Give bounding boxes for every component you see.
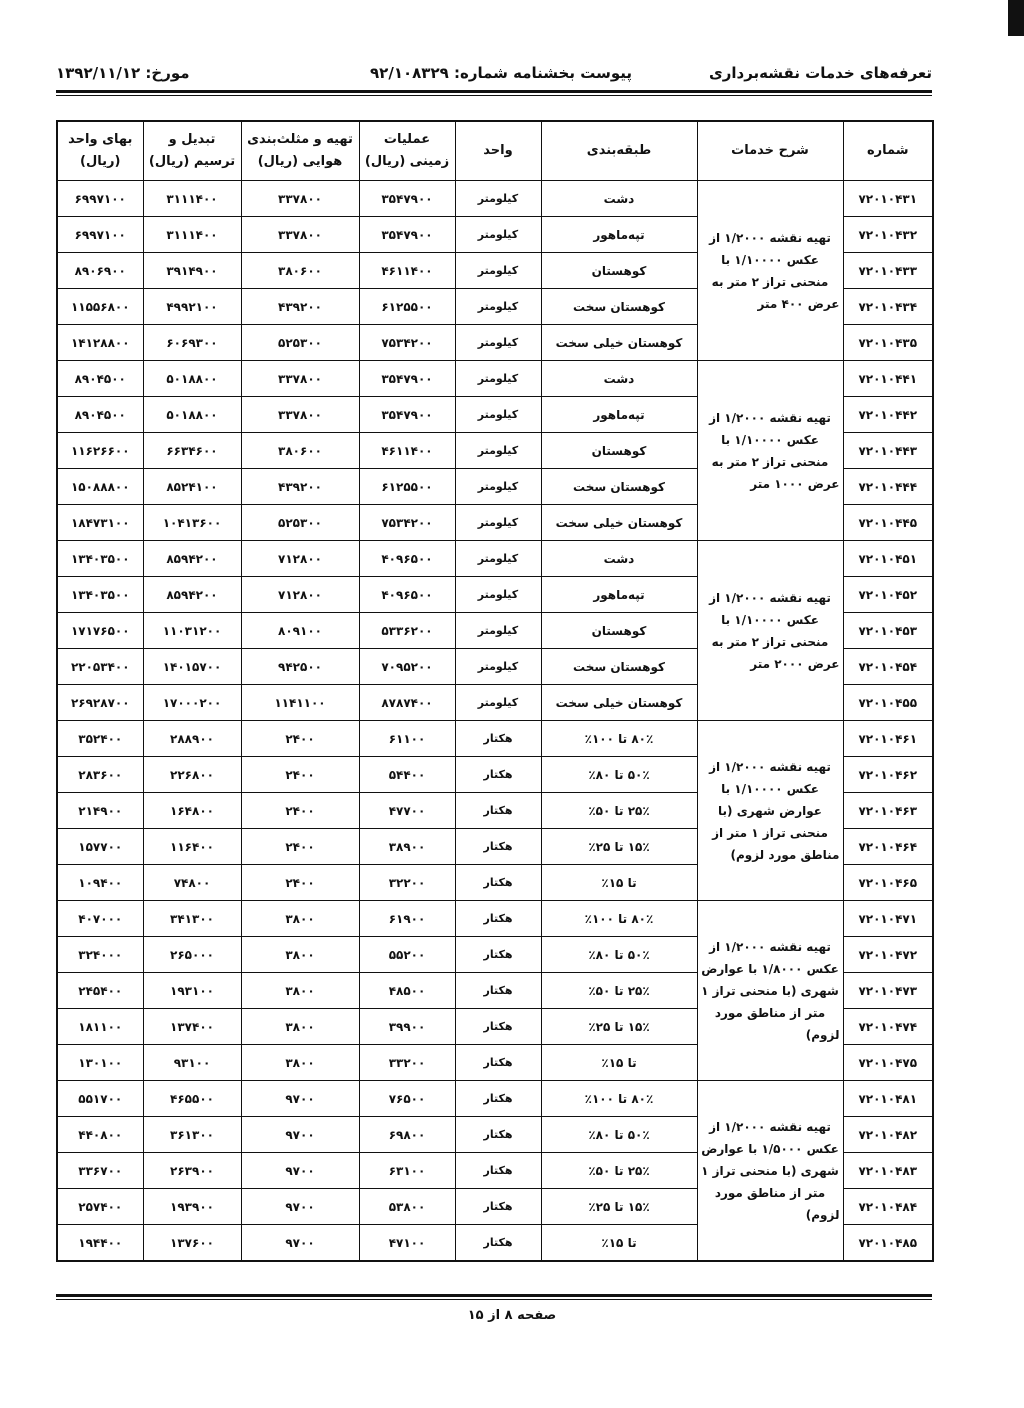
unit-cell: کیلومتر: [455, 541, 541, 577]
classification-cell: ۱۵٪ تا ۲۵٪: [541, 1009, 697, 1045]
unit-price-cell: ۸۹۰۴۵۰۰: [57, 361, 143, 397]
code-cell: ۷۲۰۱۰۴۵۱: [843, 541, 933, 577]
ground-ops-cell: ۳۸۹۰۰: [359, 829, 455, 865]
classification-cell: ۲۵٪ تا ۵۰٪: [541, 973, 697, 1009]
drawing-cell: ۸۵۹۴۲۰۰: [143, 541, 241, 577]
ground-ops-cell: ۶۱۹۰۰: [359, 901, 455, 937]
description-cell: تهیه نقشه ۱/۲۰۰۰ از عکس ۱/۵۰۰۰ با عوارض شهری (با منحنی تراز ۱ متر از مناطق مورد لزوم): [697, 1081, 843, 1262]
code-cell: ۷۲۰۱۰۴۶۱: [843, 721, 933, 757]
drawing-cell: ۳۱۱۱۴۰۰: [143, 181, 241, 217]
classification-cell: ۵۰٪ تا ۸۰٪: [541, 937, 697, 973]
document-title: تعرفه‌های خدمات نقشه‌برداری: [708, 64, 932, 82]
unit-cell: هکتار: [455, 793, 541, 829]
aerial-cell: ۷۱۲۸۰۰: [241, 541, 359, 577]
aerial-cell: ۳۸۰۰: [241, 901, 359, 937]
classification-cell: ۸۰٪ تا ۱۰۰٪: [541, 901, 697, 937]
aerial-cell: ۹۴۲۵۰۰: [241, 649, 359, 685]
classification-cell: تا ۱۵٪: [541, 865, 697, 901]
document-date: مورخ: ۱۳۹۲/۱۱/۱۲: [56, 64, 190, 82]
aerial-cell: ۳۳۷۸۰۰: [241, 217, 359, 253]
ground-ops-cell: ۴۰۹۶۵۰۰: [359, 577, 455, 613]
header-rule: [56, 90, 932, 93]
aerial-cell: ۲۴۰۰: [241, 793, 359, 829]
aerial-cell: ۲۴۰۰: [241, 865, 359, 901]
ground-ops-cell: ۵۳۳۶۲۰۰: [359, 613, 455, 649]
drawing-cell: ۳۴۱۳۰۰: [143, 901, 241, 937]
code-cell: ۷۲۰۱۰۴۳۵: [843, 325, 933, 361]
scan-corner-mark: [1008, 0, 1024, 36]
unit-price-cell: ۱۳۴۰۳۵۰۰: [57, 541, 143, 577]
aerial-cell: ۸۰۹۱۰۰: [241, 613, 359, 649]
unit-cell: هکتار: [455, 757, 541, 793]
unit-price-cell: ۲۵۷۴۰۰: [57, 1189, 143, 1225]
code-cell: ۷۲۰۱۰۴۸۵: [843, 1225, 933, 1262]
drawing-cell: ۱۱۶۴۰۰: [143, 829, 241, 865]
description-cell: تهیه نقشه ۱/۲۰۰۰ از عکس ۱/۱۰۰۰۰ با منحنی تراز ۲ متر به عرض ۱۰۰۰ متر: [697, 361, 843, 541]
unit-price-cell: ۱۰۹۴۰۰: [57, 865, 143, 901]
unit-price-cell: ۱۳۰۱۰۰: [57, 1045, 143, 1081]
aerial-cell: ۳۸۰۶۰۰: [241, 253, 359, 289]
ground-ops-cell: ۵۴۴۰۰: [359, 757, 455, 793]
ground-ops-cell: ۴۰۹۶۵۰۰: [359, 541, 455, 577]
code-cell: ۷۲۰۱۰۴۸۱: [843, 1081, 933, 1117]
description-cell: تهیه نقشه ۱/۲۰۰۰ از عکس ۱/۱۰۰۰۰ با منحنی تراز ۲ متر به عرض ۴۰۰ متر: [697, 181, 843, 361]
classification-cell: کوهستان: [541, 613, 697, 649]
drawing-cell: ۲۶۳۹۰۰: [143, 1153, 241, 1189]
drawing-cell: ۲۶۵۰۰۰: [143, 937, 241, 973]
classification-cell: کوهستان: [541, 433, 697, 469]
code-cell: ۷۲۰۱۰۴۸۴: [843, 1189, 933, 1225]
code-cell: ۷۲۰۱۰۴۶۲: [843, 757, 933, 793]
unit-price-cell: ۳۵۲۴۰۰: [57, 721, 143, 757]
aerial-cell: ۳۳۷۸۰۰: [241, 397, 359, 433]
footer-rule-thin: [56, 1299, 932, 1300]
unit-price-cell: ۱۷۱۷۶۵۰۰: [57, 613, 143, 649]
classification-cell: کوهستان سخت: [541, 649, 697, 685]
aerial-cell: ۹۷۰۰: [241, 1117, 359, 1153]
table-body: [57, 181, 933, 1262]
ground-ops-cell: ۳۵۴۷۹۰۰: [359, 217, 455, 253]
code-cell: ۷۲۰۱۰۴۳۲: [843, 217, 933, 253]
drawing-cell: ۱۷۰۰۰۲۰۰: [143, 685, 241, 721]
description-cell: تهیه نقشه ۱/۲۰۰۰ از عکس ۱/۸۰۰۰ با عوارض شهری (با منحنی تراز ۱ متر از مناطق مورد لزوم): [697, 901, 843, 1081]
ground-ops-cell: ۴۶۱۱۴۰۰: [359, 433, 455, 469]
unit-cell: کیلومتر: [455, 181, 541, 217]
aerial-cell: ۳۸۰۰: [241, 973, 359, 1009]
classification-cell: کوهستان: [541, 253, 697, 289]
aerial-cell: ۲۴۰۰: [241, 829, 359, 865]
classification-cell: ۸۰٪ تا ۱۰۰٪: [541, 1081, 697, 1117]
unit-price-cell: ۸۹۰۴۵۰۰: [57, 397, 143, 433]
aerial-cell: ۳۸۰۶۰۰: [241, 433, 359, 469]
code-cell: ۷۲۰۱۰۴۷۵: [843, 1045, 933, 1081]
table-row: [57, 721, 933, 757]
drawing-cell: ۱۴۰۱۵۷۰۰: [143, 649, 241, 685]
unit-cell: هکتار: [455, 1189, 541, 1225]
unit-price-cell: ۴۰۷۰۰۰: [57, 901, 143, 937]
ground-ops-cell: ۶۹۸۰۰: [359, 1117, 455, 1153]
unit-price-cell: ۱۱۶۲۶۶۰۰: [57, 433, 143, 469]
unit-price-cell: ۶۹۹۷۱۰۰: [57, 217, 143, 253]
unit-price-cell: ۳۳۶۷۰۰: [57, 1153, 143, 1189]
classification-cell: کوهستان سخت: [541, 469, 697, 505]
col-drawing: تبدیل و ترسیم (ریال): [143, 121, 241, 181]
classification-cell: دشت: [541, 541, 697, 577]
ground-ops-cell: ۴۷۷۰۰: [359, 793, 455, 829]
drawing-cell: ۱۹۳۱۰۰: [143, 973, 241, 1009]
table-row: [57, 361, 933, 397]
ground-ops-cell: ۳۳۲۰۰: [359, 1045, 455, 1081]
ground-ops-cell: ۳۲۲۰۰: [359, 865, 455, 901]
code-cell: ۷۲۰۱۰۴۷۳: [843, 973, 933, 1009]
ground-ops-cell: ۶۳۱۰۰: [359, 1153, 455, 1189]
unit-cell: هکتار: [455, 937, 541, 973]
unit-price-cell: ۲۴۵۴۰۰: [57, 973, 143, 1009]
unit-cell: هکتار: [455, 973, 541, 1009]
ground-ops-cell: ۷۵۳۴۲۰۰: [359, 505, 455, 541]
unit-cell: هکتار: [455, 1117, 541, 1153]
unit-cell: کیلومتر: [455, 613, 541, 649]
unit-price-cell: ۶۹۹۷۱۰۰: [57, 181, 143, 217]
unit-price-cell: ۱۵۰۸۸۸۰۰: [57, 469, 143, 505]
code-cell: ۷۲۰۱۰۴۴۵: [843, 505, 933, 541]
code-cell: ۷۲۰۱۰۴۵۲: [843, 577, 933, 613]
table-row: [57, 541, 933, 577]
col-unit-price: بهای واحد (ریال): [57, 121, 143, 181]
code-cell: ۷۲۰۱۰۴۴۱: [843, 361, 933, 397]
unit-cell: هکتار: [455, 721, 541, 757]
table-row: [57, 901, 933, 937]
unit-cell: کیلومتر: [455, 433, 541, 469]
unit-cell: کیلومتر: [455, 253, 541, 289]
classification-cell: کوهستان سخت: [541, 289, 697, 325]
unit-cell: کیلومتر: [455, 577, 541, 613]
code-cell: ۷۲۰۱۰۴۴۲: [843, 397, 933, 433]
ground-ops-cell: ۳۵۴۷۹۰۰: [359, 397, 455, 433]
unit-cell: هکتار: [455, 829, 541, 865]
unit-price-cell: ۱۴۱۲۸۸۰۰: [57, 325, 143, 361]
aerial-cell: ۲۴۰۰: [241, 721, 359, 757]
unit-price-cell: ۲۲۰۵۳۴۰۰: [57, 649, 143, 685]
classification-cell: ۵۰٪ تا ۸۰٪: [541, 1117, 697, 1153]
code-cell: ۷۲۰۱۰۴۴۳: [843, 433, 933, 469]
ground-ops-cell: ۳۵۴۷۹۰۰: [359, 361, 455, 397]
col-ground-ops: عملیات زمینی (ریال): [359, 121, 455, 181]
aerial-cell: ۷۱۲۸۰۰: [241, 577, 359, 613]
ground-ops-cell: ۶۱۲۵۵۰۰: [359, 289, 455, 325]
code-cell: ۷۲۰۱۰۴۶۳: [843, 793, 933, 829]
drawing-cell: ۸۵۲۴۱۰۰: [143, 469, 241, 505]
code-cell: ۷۲۰۱۰۴۸۳: [843, 1153, 933, 1189]
classification-cell: ۵۰٪ تا ۸۰٪: [541, 757, 697, 793]
classification-cell: ۱۵٪ تا ۲۵٪: [541, 829, 697, 865]
unit-price-cell: ۱۸۴۷۳۱۰۰: [57, 505, 143, 541]
aerial-cell: ۴۳۹۲۰۰: [241, 289, 359, 325]
aerial-cell: ۳۸۰۰: [241, 937, 359, 973]
aerial-cell: ۳۸۰۰: [241, 1009, 359, 1045]
drawing-cell: ۶۰۶۹۳۰۰: [143, 325, 241, 361]
drawing-cell: ۶۶۳۴۶۰۰: [143, 433, 241, 469]
classification-cell: کوهستان خیلی سخت: [541, 325, 697, 361]
ground-ops-cell: ۶۱۲۵۵۰۰: [359, 469, 455, 505]
drawing-cell: ۵۰۱۸۸۰۰: [143, 397, 241, 433]
aerial-cell: ۲۴۰۰: [241, 757, 359, 793]
description-cell: تهیه نقشه ۱/۲۰۰۰ از عکس ۱/۱۰۰۰۰ با عوارض شهری (با منحنی تراز ۱ متر از مناطق مورد لزوم): [697, 721, 843, 901]
drawing-cell: ۳۶۱۳۰۰: [143, 1117, 241, 1153]
aerial-cell: ۹۷۰۰: [241, 1225, 359, 1262]
ground-ops-cell: ۵۵۲۰۰: [359, 937, 455, 973]
aerial-cell: ۹۷۰۰: [241, 1189, 359, 1225]
unit-price-cell: ۲۶۹۲۸۷۰۰: [57, 685, 143, 721]
aerial-cell: ۴۳۹۲۰۰: [241, 469, 359, 505]
aerial-cell: ۱۱۴۱۱۰۰: [241, 685, 359, 721]
page-header: [56, 58, 932, 88]
drawing-cell: ۱۳۷۶۰۰: [143, 1225, 241, 1262]
header-rule-thin: [56, 95, 932, 96]
drawing-cell: ۱۱۰۳۱۲۰۰: [143, 613, 241, 649]
ground-ops-cell: ۷۵۳۴۲۰۰: [359, 325, 455, 361]
aerial-cell: ۹۷۰۰: [241, 1081, 359, 1117]
unit-cell: کیلومتر: [455, 397, 541, 433]
unit-price-cell: ۱۵۷۷۰۰: [57, 829, 143, 865]
aerial-cell: ۳۳۷۸۰۰: [241, 361, 359, 397]
drawing-cell: ۱۶۴۸۰۰: [143, 793, 241, 829]
unit-price-cell: ۸۹۰۶۹۰۰: [57, 253, 143, 289]
ground-ops-cell: ۳۹۹۰۰: [359, 1009, 455, 1045]
unit-price-cell: ۱۸۱۱۰۰: [57, 1009, 143, 1045]
col-aerial: تهیه و مثلث‌بندی هوایی (ریال): [241, 121, 359, 181]
drawing-cell: ۱۹۳۹۰۰: [143, 1189, 241, 1225]
classification-cell: تپه‌ماهور: [541, 217, 697, 253]
drawing-cell: ۲۲۶۸۰۰: [143, 757, 241, 793]
page-number: صفحه ۸ از ۱۵: [467, 1308, 557, 1323]
classification-cell: کوهستان خیلی سخت: [541, 685, 697, 721]
unit-cell: هکتار: [455, 1225, 541, 1262]
unit-price-cell: ۲۸۳۶۰۰: [57, 757, 143, 793]
drawing-cell: ۹۳۱۰۰: [143, 1045, 241, 1081]
unit-cell: کیلومتر: [455, 505, 541, 541]
classification-cell: ۱۵٪ تا ۲۵٪: [541, 1189, 697, 1225]
aerial-cell: ۹۷۰۰: [241, 1153, 359, 1189]
aerial-cell: ۵۲۵۳۰۰: [241, 325, 359, 361]
col-unit: واحد: [455, 121, 541, 181]
col-code: شماره: [843, 121, 933, 181]
drawing-cell: ۴۶۵۵۰۰: [143, 1081, 241, 1117]
table-header-row: [57, 121, 933, 181]
classification-cell: تا ۱۵٪: [541, 1225, 697, 1262]
aerial-cell: ۳۸۰۰: [241, 1045, 359, 1081]
ground-ops-cell: ۷۶۵۰۰: [359, 1081, 455, 1117]
drawing-cell: ۱۰۴۱۳۶۰۰: [143, 505, 241, 541]
circular-reference: پیوست بخشنامه شماره: ۹۲/۱۰۸۳۲۹: [370, 64, 632, 82]
drawing-cell: ۳۱۱۱۴۰۰: [143, 217, 241, 253]
unit-cell: هکتار: [455, 1009, 541, 1045]
drawing-cell: ۷۴۸۰۰: [143, 865, 241, 901]
unit-cell: کیلومتر: [455, 361, 541, 397]
unit-price-cell: ۲۱۴۹۰۰: [57, 793, 143, 829]
ground-ops-cell: ۸۷۸۷۴۰۰: [359, 685, 455, 721]
col-description: شرح خدمات: [697, 121, 843, 181]
code-cell: ۷۲۰۱۰۴۶۴: [843, 829, 933, 865]
unit-cell: هکتار: [455, 901, 541, 937]
description-cell: تهیه نقشه ۱/۲۰۰۰ از عکس ۱/۱۰۰۰۰ با منحنی تراز ۲ متر به عرض ۲۰۰۰ متر: [697, 541, 843, 721]
ground-ops-cell: ۵۳۸۰۰: [359, 1189, 455, 1225]
classification-cell: ۲۵٪ تا ۵۰٪: [541, 1153, 697, 1189]
drawing-cell: ۱۳۷۴۰۰: [143, 1009, 241, 1045]
footer-rule: [56, 1294, 932, 1297]
code-cell: ۷۲۰۱۰۴۵۵: [843, 685, 933, 721]
classification-cell: ۸۰٪ تا ۱۰۰٪: [541, 721, 697, 757]
unit-cell: کیلومتر: [455, 325, 541, 361]
code-cell: ۷۲۰۱۰۴۵۳: [843, 613, 933, 649]
unit-cell: کیلومتر: [455, 685, 541, 721]
classification-cell: دشت: [541, 361, 697, 397]
code-cell: ۷۲۰۱۰۴۷۱: [843, 901, 933, 937]
aerial-cell: ۵۲۵۳۰۰: [241, 505, 359, 541]
unit-cell: هکتار: [455, 1045, 541, 1081]
drawing-cell: ۳۹۱۴۹۰۰: [143, 253, 241, 289]
unit-price-cell: ۴۴۰۸۰۰: [57, 1117, 143, 1153]
ground-ops-cell: ۳۵۴۷۹۰۰: [359, 181, 455, 217]
table-row: [57, 1081, 933, 1117]
classification-cell: ۲۵٪ تا ۵۰٪: [541, 793, 697, 829]
code-cell: ۷۲۰۱۰۴۳۱: [843, 181, 933, 217]
drawing-cell: ۵۰۱۸۸۰۰: [143, 361, 241, 397]
classification-cell: تپه‌ماهور: [541, 577, 697, 613]
tariff-table: [56, 120, 934, 1262]
code-cell: ۷۲۰۱۰۴۴۴: [843, 469, 933, 505]
ground-ops-cell: ۷۰۹۵۲۰۰: [359, 649, 455, 685]
unit-cell: هکتار: [455, 865, 541, 901]
drawing-cell: ۲۸۸۹۰۰: [143, 721, 241, 757]
unit-cell: کیلومتر: [455, 649, 541, 685]
drawing-cell: ۸۵۹۴۲۰۰: [143, 577, 241, 613]
unit-cell: کیلومتر: [455, 289, 541, 325]
code-cell: ۷۲۰۱۰۴۸۲: [843, 1117, 933, 1153]
unit-price-cell: ۱۱۵۵۶۸۰۰: [57, 289, 143, 325]
unit-price-cell: ۱۹۴۴۰۰: [57, 1225, 143, 1262]
classification-cell: تا ۱۵٪: [541, 1045, 697, 1081]
unit-price-cell: ۱۳۴۰۳۵۰۰: [57, 577, 143, 613]
code-cell: ۷۲۰۱۰۴۳۳: [843, 253, 933, 289]
classification-cell: تپه‌ماهور: [541, 397, 697, 433]
drawing-cell: ۴۹۹۲۱۰۰: [143, 289, 241, 325]
classification-cell: کوهستان خیلی سخت: [541, 505, 697, 541]
unit-price-cell: ۳۲۴۰۰۰: [57, 937, 143, 973]
classification-cell: دشت: [541, 181, 697, 217]
code-cell: ۷۲۰۱۰۴۶۵: [843, 865, 933, 901]
ground-ops-cell: ۴۷۱۰۰: [359, 1225, 455, 1262]
unit-cell: کیلومتر: [455, 469, 541, 505]
code-cell: ۷۲۰۱۰۴۳۴: [843, 289, 933, 325]
unit-price-cell: ۵۵۱۷۰۰: [57, 1081, 143, 1117]
unit-cell: هکتار: [455, 1153, 541, 1189]
ground-ops-cell: ۶۱۱۰۰: [359, 721, 455, 757]
code-cell: ۷۲۰۱۰۴۷۲: [843, 937, 933, 973]
aerial-cell: ۳۳۷۸۰۰: [241, 181, 359, 217]
unit-cell: هکتار: [455, 1081, 541, 1117]
ground-ops-cell: ۴۸۵۰۰: [359, 973, 455, 1009]
unit-cell: کیلومتر: [455, 217, 541, 253]
code-cell: ۷۲۰۱۰۴۷۴: [843, 1009, 933, 1045]
table-row: [57, 181, 933, 217]
ground-ops-cell: ۴۶۱۱۴۰۰: [359, 253, 455, 289]
col-classification: طبقه‌بندی: [541, 121, 697, 181]
code-cell: ۷۲۰۱۰۴۵۴: [843, 649, 933, 685]
